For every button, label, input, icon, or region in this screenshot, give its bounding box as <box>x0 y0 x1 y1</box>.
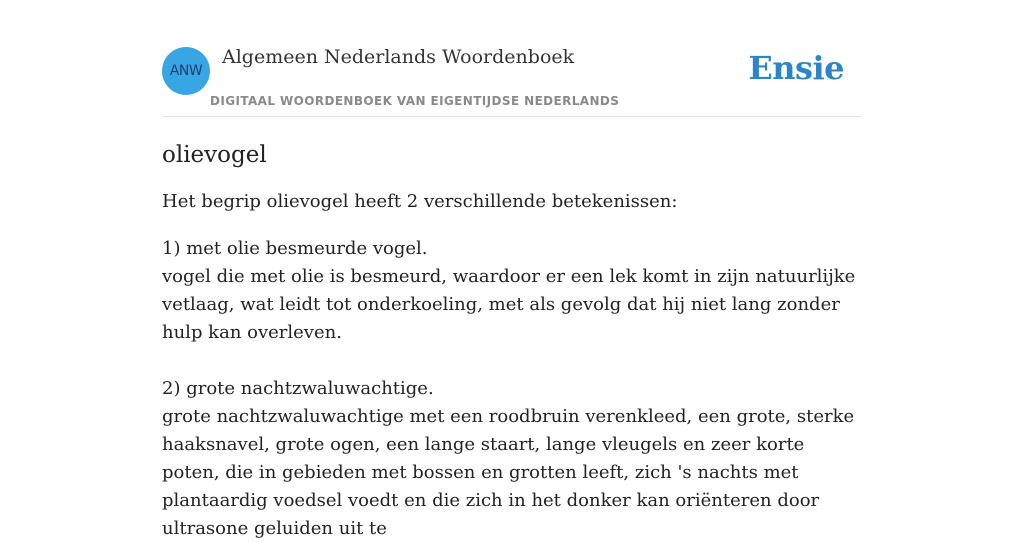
meaning-item <box>162 375 862 543</box>
meaning-heading: 1) met olie besmeurde vogel. <box>162 238 428 259</box>
meaning-item <box>162 235 862 347</box>
entry-intro: Het begrip olievogel heeft 2 verschillende betekenissen: <box>162 191 678 212</box>
meaning-definition: vogel die met olie is besmeurd, waardoor er een lek komt in zijn natuurlijke vetlaag, wat leidt tot onderkoeling, met als gevolg dat hij niet lang zonder hulp kan overleven. <box>162 266 856 343</box>
meaning-definition: grote nachtzwaluwachtige met een roodbruin verenkleed, een grote, sterke haaksnavel, grote ogen, een lange staart, lange vleugels en zeer korte poten, die in gebieden met bossen en grotten leeft, zich 's nachts met plantaardig voedsel voedt en die zich in het donker kan oriënteren door ultrasone geluiden uit te <box>162 406 855 539</box>
anw-logo[interactable] <box>162 47 210 95</box>
site-title[interactable]: Algemeen Nederlands Woordenboek <box>222 46 575 68</box>
meaning-heading: 2) grote nachtzwaluwachtige. <box>162 378 434 399</box>
site-header <box>162 0 862 117</box>
entry-word-title: olievogel <box>162 142 267 168</box>
entry-content <box>162 138 862 543</box>
site-subtitle: DIGITAAL WOORDENBOEK VAN EIGENTIJDSE NEDERLANDS <box>210 94 620 108</box>
logo-text: ANW <box>169 63 203 79</box>
ensie-brand-link[interactable]: Ensie <box>748 49 844 87</box>
